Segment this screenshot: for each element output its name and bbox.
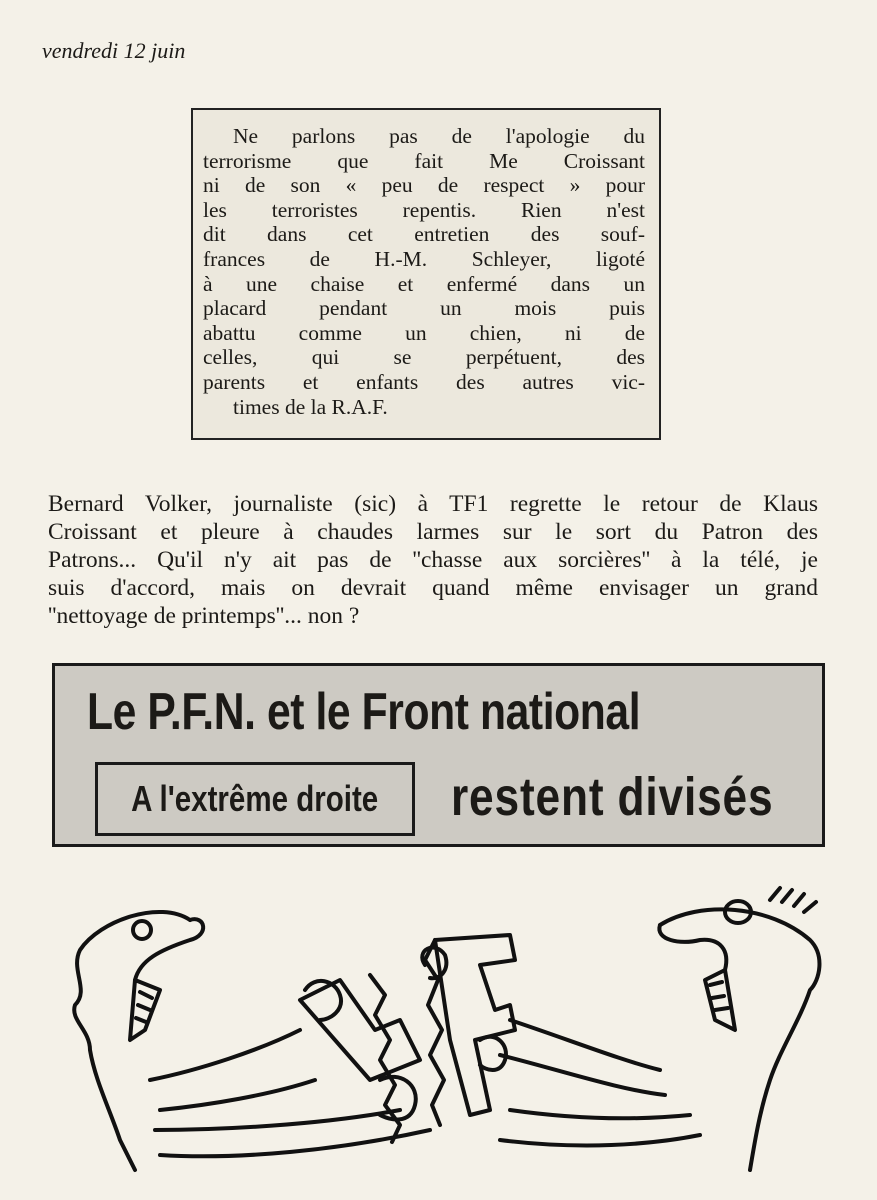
headline-main: Le P.F.N. et le Front national (87, 683, 641, 741)
clipping-line: à une chaise et enfermé dans un (203, 271, 645, 296)
clipping-line: times de la R.A.F. (233, 394, 388, 419)
clipping-line: parents et enfants des autres vic- (203, 369, 645, 394)
clipping-line: frances de H.-M. Schleyer, ligoté (203, 246, 645, 271)
kicker-text: A l'extrême droite (131, 778, 379, 819)
clipping-line: les terroristes repentis. Rien n'est (203, 197, 645, 222)
left-hammer-piece (300, 980, 420, 1080)
clipping-line: placard pendant un mois puis (203, 296, 645, 321)
clipping-line: ni de son « peu de respect » pour (203, 173, 645, 198)
headline-second: restent divisés (451, 767, 774, 827)
headline-clipping (52, 663, 825, 847)
clipping-line: Ne parlons pas de l'apologie du (233, 124, 645, 148)
right-figure-head (660, 909, 819, 1170)
kicker-box (95, 762, 415, 836)
cartoon-illustration (40, 880, 840, 1180)
clipping-line: dit dans cet entretien des souf- (203, 222, 645, 247)
clipping-line: celles, qui se perpétuent, des (203, 345, 645, 370)
clipping-line: abattu comme un chien, ni de (203, 320, 645, 345)
commentary-line: Croissant et pleure à chaudes larmes sur le sort du Patron des (48, 519, 818, 545)
commentary-line: Bernard Volker, journaliste (sic) à TF1 regrette le retour de Klaus (48, 491, 818, 517)
commentary-paragraph (48, 490, 818, 630)
commentary-line: Patrons... Qu'il n'y ait pas de ''chasse aux sorcières'' à la télé, je (48, 547, 818, 573)
commentary-line: ''nettoyage de printemps''... non ? (48, 603, 360, 629)
commentary-line: suis d'accord, mais on devrait quand même envisager un grand (48, 575, 818, 601)
left-figure-arm (150, 1030, 300, 1080)
newspaper-clipping (191, 108, 661, 440)
page-date: vendredi 12 juin (42, 38, 186, 63)
clipping-line: terrorisme que fait Me Croissant (203, 148, 645, 173)
